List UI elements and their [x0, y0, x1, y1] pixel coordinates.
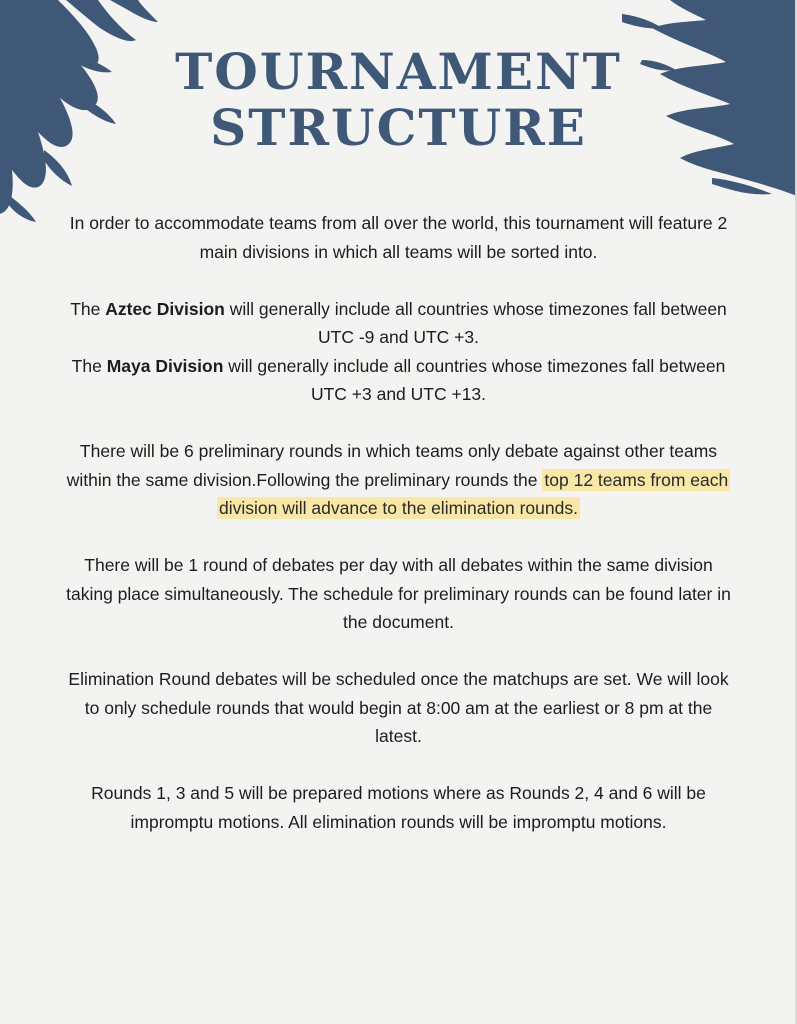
- divisions-paragraph: [60, 295, 737, 409]
- prelim-text: There will be 6 preliminary rounds in which teams only debate against other teams within the same division.Following the preliminary rounds the: [66, 441, 718, 490]
- title-line-2: STRUCTURE: [210, 98, 587, 157]
- intro-paragraph: In order to accommodate teams from all over the world, this tournament will feature 2 main divisions in which all teams will be sorted into.: [69, 213, 728, 262]
- title-line-1: TOURNAMENT: [175, 42, 622, 101]
- maya-division-text: will generally include all countries whose timezones fall between UTC +3 and UTC +13.: [223, 355, 726, 404]
- aztec-prefix: The: [70, 298, 106, 319]
- page-title: [0, 44, 797, 156]
- maya-prefix: The: [71, 355, 107, 376]
- body-text: [60, 209, 737, 865]
- elimination-paragraph: Elimination Round debates will be scheduled once the matchups are set. We will look to only schedule rounds that would begin at 8:00 am at the earliest or 8 pm at the latest.: [68, 669, 729, 746]
- aztec-division-label: Aztec Division: [105, 298, 225, 319]
- prelim-paragraph: [60, 437, 737, 523]
- maya-division-label: Maya Division: [106, 355, 224, 376]
- motions-paragraph: Rounds 1, 3 and 5 will be prepared motions where as Rounds 2, 4 and 6 will be impromptu motions. All elimination rounds will be impromptu motions.: [91, 783, 706, 832]
- aztec-division-text: will generally include all countries whose timezones fall between UTC -9 and UTC +3.: [224, 298, 727, 347]
- highlighted-advance-text: top 12 teams from each division will advance to the elimination rounds.: [219, 469, 729, 518]
- schedule-paragraph: There will be 1 round of debates per day with all debates within the same division taking place simultaneously. The schedule for preliminary rounds can be found later in the document.: [66, 555, 731, 632]
